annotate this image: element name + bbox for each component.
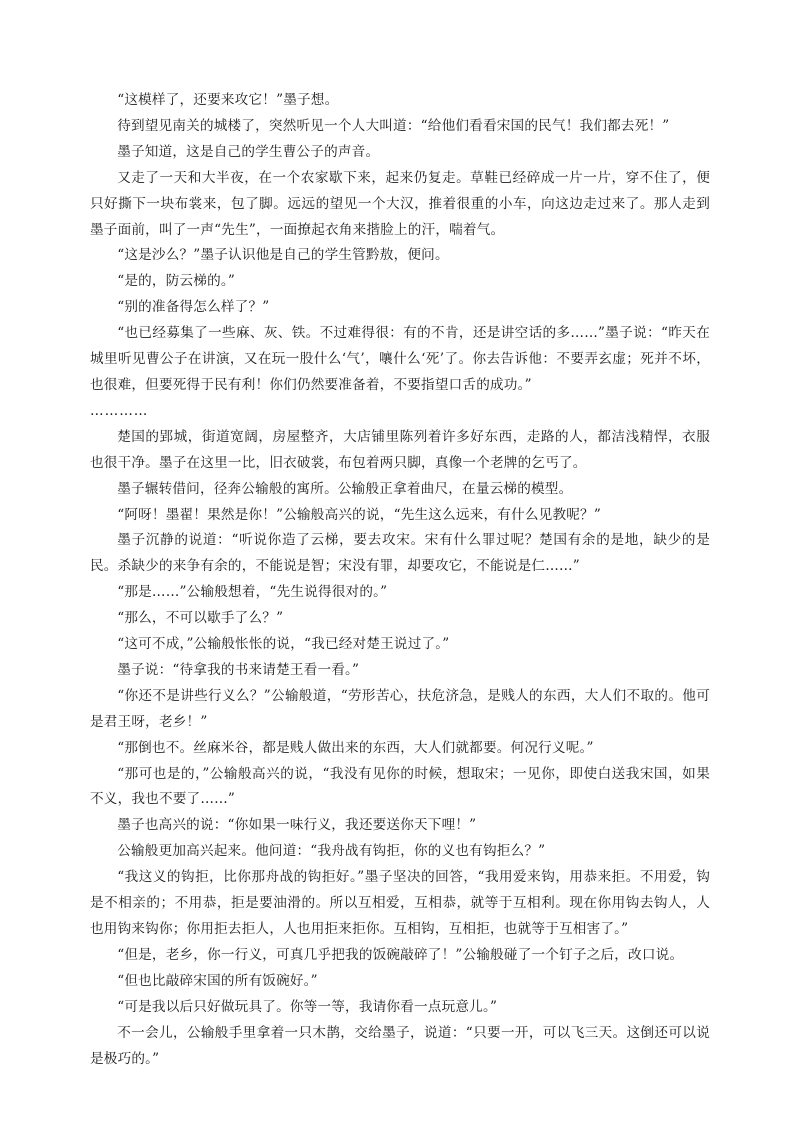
paragraph-11: “阿呀！墨翟！果然是你！”公输般高兴的说，“先生这么远来，有什么见教呢？” (117, 506, 601, 523)
section-break-ellipsis: ………… (90, 402, 149, 419)
paragraph-20: 墨子也高兴的说：“你如果一味行义，我还要送你天下哩！” (117, 817, 477, 834)
paragraph-12: 墨子沉静的说道：“听说你造了云梯，要去攻宋。宋有什么罪过呢？楚国有余的是地，缺少的是民。杀缺少的来争有余的，不能说是智；宋没有罪，却要攻它，不能说是仁……” (90, 532, 710, 575)
paragraph-23: “但是，老乡，你一行义，可真几乎把我的饭碗敲碎了！”公输般碰了一个钉子之后，改口说。 (117, 946, 684, 963)
paragraph-7: “别的准备得怎么样了？” (117, 299, 270, 316)
paragraph-6: “是的，防云梯的。” (117, 273, 236, 290)
paragraph-18: “那倒也不。丝麻米谷，都是贱人做出来的东西，大人们就都要。何况行义呢。” (117, 739, 594, 756)
paragraph-21: 公输般更加高兴起来。他问道：“我舟战有钩拒，你的义也有钩拒么？” (117, 843, 546, 860)
document-page (90, 88, 710, 1072)
paragraph-13: “那是……”公输般想着，“先生说得很对的。” (117, 584, 388, 601)
paragraph-22: “我这义的钩拒，比你那舟战的钩拒好。”墨子坚决的回答，“我用爱来钩，用恭来拒。不用爱，钩是不相亲的；不用恭，拒是要油滑的。所以互相爱，互相恭，就等于互相利。现在你用钩去钩人，人也用钩来钩你；你用拒去拒人，人也用拒来拒你。互相钩，互相拒，也就等于互相害了。” (90, 869, 710, 937)
paragraph-15: “这可不成，”公输般怅怅的说，“我已经对楚王说过了。” (117, 636, 450, 653)
paragraph-4: 又走了一天和大半夜，在一个农家歇下来，起来仍复走。草鞋已经碎成一片一片，穿不住了，便只好撕下一块布裳来，包了脚。远远的望见一个大汉，推着很重的小车，向这边走过来了。那人走到墨子面前，叫了一声“先生”，一面撩起衣角来揩脸上的汗，喘着气。 (90, 169, 710, 238)
paragraph-3: 墨子知道，这是自己的学生曹公子的声音。 (117, 143, 380, 160)
paragraph-17: “你还不是讲些行义么？”公输般道，“劳形苦心，扶危济急，是贱人的东西，大人们不取的。他可是君王呀，老乡！” (90, 687, 710, 730)
paragraph-9: 楚国的郢城，街道宽阔，房屋整齐，大店铺里陈列着许多好东西，走路的人，都洁浅精悍，衣服也很干净。墨子在这里一比，旧衣破裳，布包着两只脚，真像一个老牌的乞丐了。 (90, 428, 710, 471)
paragraph-26: 不一会儿，公输般手里拿着一只木鹊，交给墨子，说道：“只要一开，可以飞三天。这倒还可以说是极巧的。” (90, 1024, 710, 1067)
paragraph-25: “可是我以后只好做玩具了。你等一等，我请你看一点玩意儿。” (117, 998, 498, 1015)
paragraph-19: “那可也是的，”公输般高兴的说，“我没有见你的时候，想取宋；一见你，即使白送我宋国，如果不义，我也不要了……” (90, 765, 710, 808)
paragraph-16: 墨子说：“待拿我的书来请楚王看一看。” (117, 661, 360, 678)
paragraph-5: “这是沙么？”墨子认识他是自己的学生管黔敖，便问。 (117, 247, 449, 264)
paragraph-1: “这模样了，还要来攻它！”墨子想。 (117, 92, 339, 108)
paragraph-24: “但也比敲碎宋国的所有饭碗好。” (117, 972, 318, 989)
paragraph-2: 待到望见南关的城楼了，突然听见一个人大叫道：“给他们看看宋国的民气！我们都去死！” (117, 117, 670, 134)
paragraph-14: “那么，不可以歇手了么？” (117, 610, 284, 627)
paragraph-10: 墨子辗转借问，径奔公输般的寓所。公输般正拿着曲尺，在量云梯的模型。 (117, 480, 573, 497)
paragraph-8: “也已经募集了一些麻、灰、铁。不过难得很：有的不肯，还是讲空话的多……”墨子说：“昨天在城里听见曹公子在讲演，又在玩一股什么‘气’，嚷什么‘死’了。你去告诉他：不要弄玄虚；死并不坏，也很难，但要死得于民有利！你们仍然要准备着，不要指望口舌的成功。” (90, 325, 710, 393)
